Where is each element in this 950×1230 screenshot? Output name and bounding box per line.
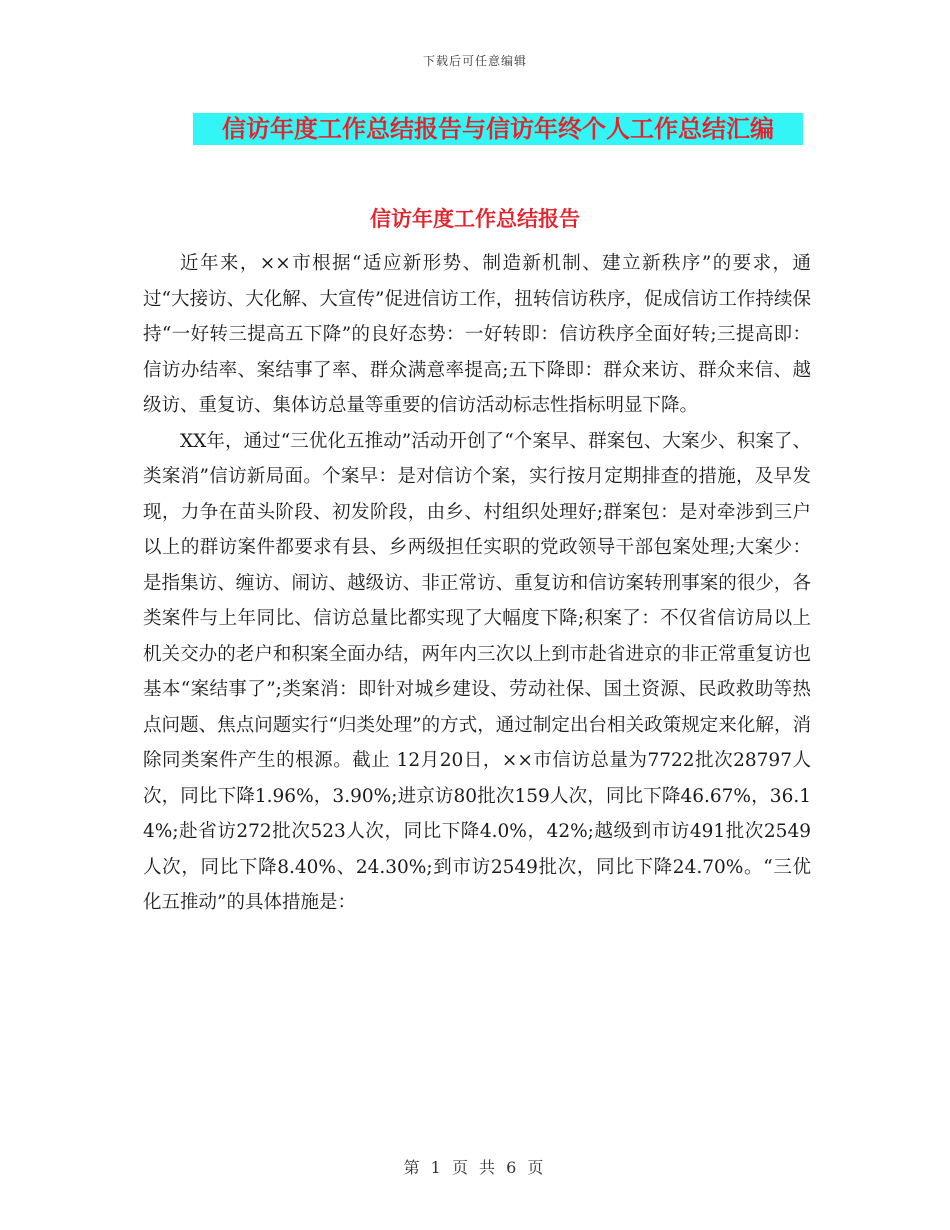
header-note: 下载后可任意编辑 [422,54,527,68]
page-number: 第 1 页 共 6 页 [403,1158,547,1177]
paragraph: 近年来，××市根据“适应新形势、制造新机制、建立新秩序”的要求，通过“大接访、大化解、大宣传”促进信访工作，扭转信访秩序，促成信访工作持续保持“一好转三提高五下降”的良好态势：一好转即：信访秩序全面好转;三提高即：信访办结率、案结事了率、群众满意率提高;五下降即：群众来访、群众来信、越级访、重复访、集体访总量等重要的信访活动标志性指标明显下降。 [143,253,811,416]
paragraph: XX年，通过“三优化五推动”活动开创了“个案早、群案包、大案少、积案了、类案消”信访新局面。个案早：是对信访个案，实行按月定期排查的措施，及早发现，力争在苗头阶段、初发阶段，由乡、村组织处理好;群案包：是对牵涉到三户以上的群访案件都要求有县、乡两级担任实职的党政领导干部包案处理;大案少：是指集访、缠访、闹访、越级访、非正常访、重复访和信访案转刑事案的很少，各类案件与上年同比、信访总量比都实现了大幅度下降;积案了：不仅省信访局以上机关交办的老户和积案全面办结，两年内三次以上到市赴省进京的非正常重复访也基本“案结事了”;类案消：即针对城乡建设、劳动社保、国土资源、民政救助等热点问题、焦点问题实行“归类处理”的方式，通过制定出台相关政策规定来化解，消除同类案件产生的根源。截止 12月20日，××市信访总量为7722批次28797人次，同比下降1.96%，3.90%;进京访80批次159人次，同比下降46.67%，36.14%;赴省访272批次523人次，同比下降4.0%，42%;越级到市访491批次2549人次，同比下降8.40%、24.30%;到市访2549批次，同比下降24.70%。“三优化五推动”的具体措施是： [143,430,811,913]
section-title: 信访年度工作总结报告 [370,206,580,231]
document-title-highlight [193,113,803,145]
document-title: 信访年度工作总结报告与信访年终个人工作总结汇编 [222,114,774,143]
document-body [143,246,811,921]
